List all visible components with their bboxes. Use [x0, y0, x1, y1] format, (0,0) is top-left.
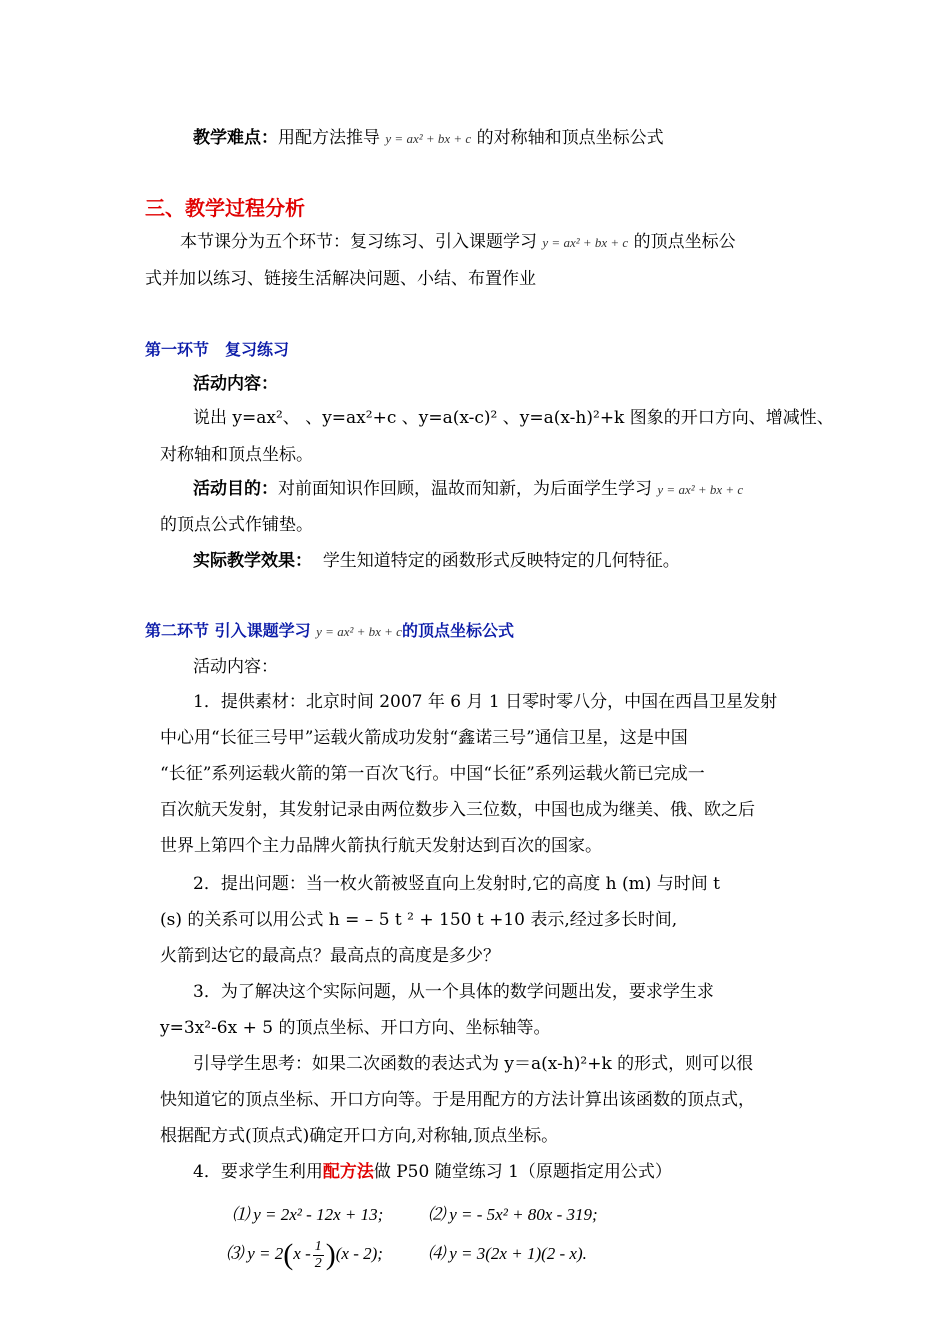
exercise-3-numerator: 1: [314, 1238, 322, 1254]
difficulty-formula: y = ax² + bx + c: [385, 131, 472, 146]
exercise-3-pre: ⑶ y = 2: [226, 1244, 284, 1263]
part1-purpose-formula: y = ax² + bx + c: [657, 482, 744, 497]
part2-guide-line2: 快知道它的顶点坐标、开口方向等。于是用配方的方法计算出该函数的顶点式，: [160, 1090, 755, 1110]
section3-heading: 三、教学过程分析: [145, 196, 305, 220]
part2-heading-post: 的顶点坐标公式: [401, 621, 514, 640]
part1-purpose-label: 活动目的：: [193, 479, 278, 499]
part2-p4-post: 做 P50 随堂练习 1（原题指定用公式）: [373, 1162, 672, 1182]
exercise-3: ⑶ y = 2(x - $\frac{1}{2}$ )(x - 2);: [226, 1238, 383, 1272]
part2-heading-formula: y = ax² + bx + c: [316, 624, 402, 639]
part2-activity-label: 活动内容：: [193, 657, 278, 677]
part1-activity-line1: 说出 y=ax²、 、y=ax²+c 、y=a(x-c)² 、y=a(x-h)²+k 图象的开口方向、增减性、: [193, 408, 834, 428]
part1-activity-label: 活动内容：: [193, 374, 278, 394]
part1-purpose-line1: [193, 477, 743, 502]
difficulty-post: 的对称轴和顶点坐标公式: [476, 128, 664, 148]
part1-effect-line: [193, 549, 680, 573]
part1-heading: 第一环节 复习练习: [145, 340, 290, 359]
part1-activity-line2: 对称轴和顶点坐标。: [160, 445, 313, 465]
part2-p4-line: [193, 1160, 672, 1184]
exercise-3-post: (x - 2);: [335, 1244, 383, 1263]
part2-p1-line1: 1．提供素材：北京时间 2007 年 6 月 1 日零时零八分，中国在西昌卫星发射: [193, 692, 778, 712]
part2-p2-line2: (s) 的关系可以用公式 h = – 5 t ² + 150 t +10 表示,经过多长时间,: [160, 910, 678, 930]
section3-intro-line2: 式并加以练习、链接生活解决问题、小结、布置作业: [145, 269, 536, 289]
part2-p1-line2: 中心用“长征三号甲”运载火箭成功发射“鑫诺三号”通信卫星，这是中国: [160, 728, 688, 748]
exercise-1: ⑴ y = 2x² - 12x + 13;: [232, 1205, 384, 1224]
part2-p3-line2: y=3x²-6x + 5 的顶点坐标、开口方向、坐标轴等。: [160, 1018, 551, 1038]
part2-heading-pre: 第二环节 引入课题学习: [145, 621, 311, 640]
part2-p3-line1: 3．为了解决这个实际问题，从一个具体的数学问题出发，要求学生求: [193, 982, 714, 1002]
part2-p4-highlight: 配方法: [322, 1162, 374, 1182]
part2-p2-line1: 2．提出问题：当一枚火箭被竖直向上发射时,它的高度 h (m) 与时间 t: [193, 874, 720, 894]
part2-p4-pre: 4．要求学生利用: [193, 1162, 323, 1182]
part2-heading: [145, 618, 514, 641]
section3-intro-formula: y = ax² + bx + c: [542, 235, 629, 250]
difficulty-pre: 用配方法推导: [278, 128, 380, 148]
part2-p1-line5: 世界上第四个主力品牌火箭执行航天发射达到百次的国家。: [160, 836, 602, 856]
part1-effect-text: 学生知道特定的函数形式反映特定的几何特征。: [322, 551, 680, 571]
section3-intro-pre: 本节课分为五个环节：复习练习、引入课题学习: [180, 232, 537, 252]
part2-guide-line3: 根据配方式(顶点式)确定开口方向,对称轴,顶点坐标。: [160, 1126, 559, 1146]
exercise-4: ⑷ y = 3(2x + 1)(2 - x).: [428, 1244, 587, 1263]
exercise-3-denominator: 2: [314, 1255, 322, 1271]
part2-p1-line3: “长征”系列运载火箭的第一百次飞行。中国“长征”系列运载火箭已完成一: [160, 764, 705, 784]
part1-effect-label: 实际教学效果：: [193, 551, 312, 571]
part1-purpose-text: 对前面知识作回顾，温故而知新，为后面学生学习: [278, 479, 652, 499]
section3-intro-post: 的顶点坐标公: [633, 232, 736, 252]
exercise-3-x: x -: [293, 1244, 311, 1263]
exercise-3-fraction: [313, 1239, 324, 1272]
exercise-2: ⑵ y = - 5x² + 80x - 319;: [428, 1205, 598, 1224]
section3-intro-line1: [180, 230, 736, 255]
part1-purpose-line2: 的顶点公式作铺垫。: [160, 515, 313, 535]
part2-p1-line4: 百次航天发射，其发射记录由两位数步入三位数，中国也成为继美、俄、欧之后: [160, 800, 755, 820]
part2-guide-line1: 引导学生思考：如果二次函数的表达式为 y＝a(x-h)²+k 的形式，则可以很: [193, 1054, 754, 1074]
difficulty-label: 教学难点：: [193, 128, 278, 148]
part2-p2-line3: 火箭到达它的最高点？最高点的高度是多少？: [160, 946, 500, 966]
difficulty-line: [193, 126, 664, 151]
